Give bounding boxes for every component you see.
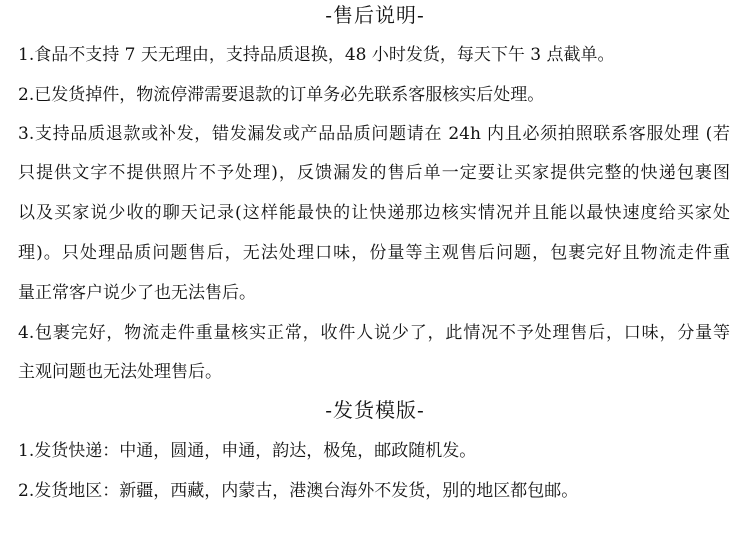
after-sales-line-4: 只提供文字不提供照片不予处理)，反馈漏发的售后单一定要让买家提供完整的快递包裹图 [18, 163, 730, 183]
after-sales-title: -售后说明- [325, 3, 425, 27]
after-sales-line-6: 理)。只处理品质问题售后，无法处理口味，份量等主观售后问题，包裹完好且物流走件重 [18, 243, 730, 263]
after-sales-line-9: 主观问题也无法处理售后。 [18, 362, 222, 382]
after-sales-line-8: 4.包裹完好，物流走件重量核实正常，收件人说少了，此情况不予处理售后，口味，分量等 [18, 323, 730, 343]
shipping-line-2: 2.发货地区：新疆，西藏，内蒙古，港澳台海外不发货，别的地区都包邮。 [18, 481, 579, 501]
after-sales-line-5: 以及买家说少收的聊天记录(这样能最快的让快递那边核实情况并且能以最快速度给买家处 [18, 203, 730, 223]
after-sales-line-2: 2.已发货掉件，物流停滞需要退款的订单务必先联系客服核实后处理。 [18, 85, 545, 105]
after-sales-line-7: 量正常客户说少了也无法售后。 [18, 283, 256, 303]
after-sales-line-3: 3.支持品质退款或补发，错发漏发或产品品质问题请在 24h 内且必须拍照联系客服处理 (若 [18, 124, 730, 144]
shipping-title: -发货模版- [325, 398, 425, 422]
after-sales-line-1: 1.食品不支持 7 天无理由，支持品质退换，48 小时发货，每天下午 3 点截单。 [18, 45, 615, 65]
shipping-line-1: 1.发货快递：中通，圆通，申通，韵达，极兔，邮政随机发。 [18, 441, 477, 461]
